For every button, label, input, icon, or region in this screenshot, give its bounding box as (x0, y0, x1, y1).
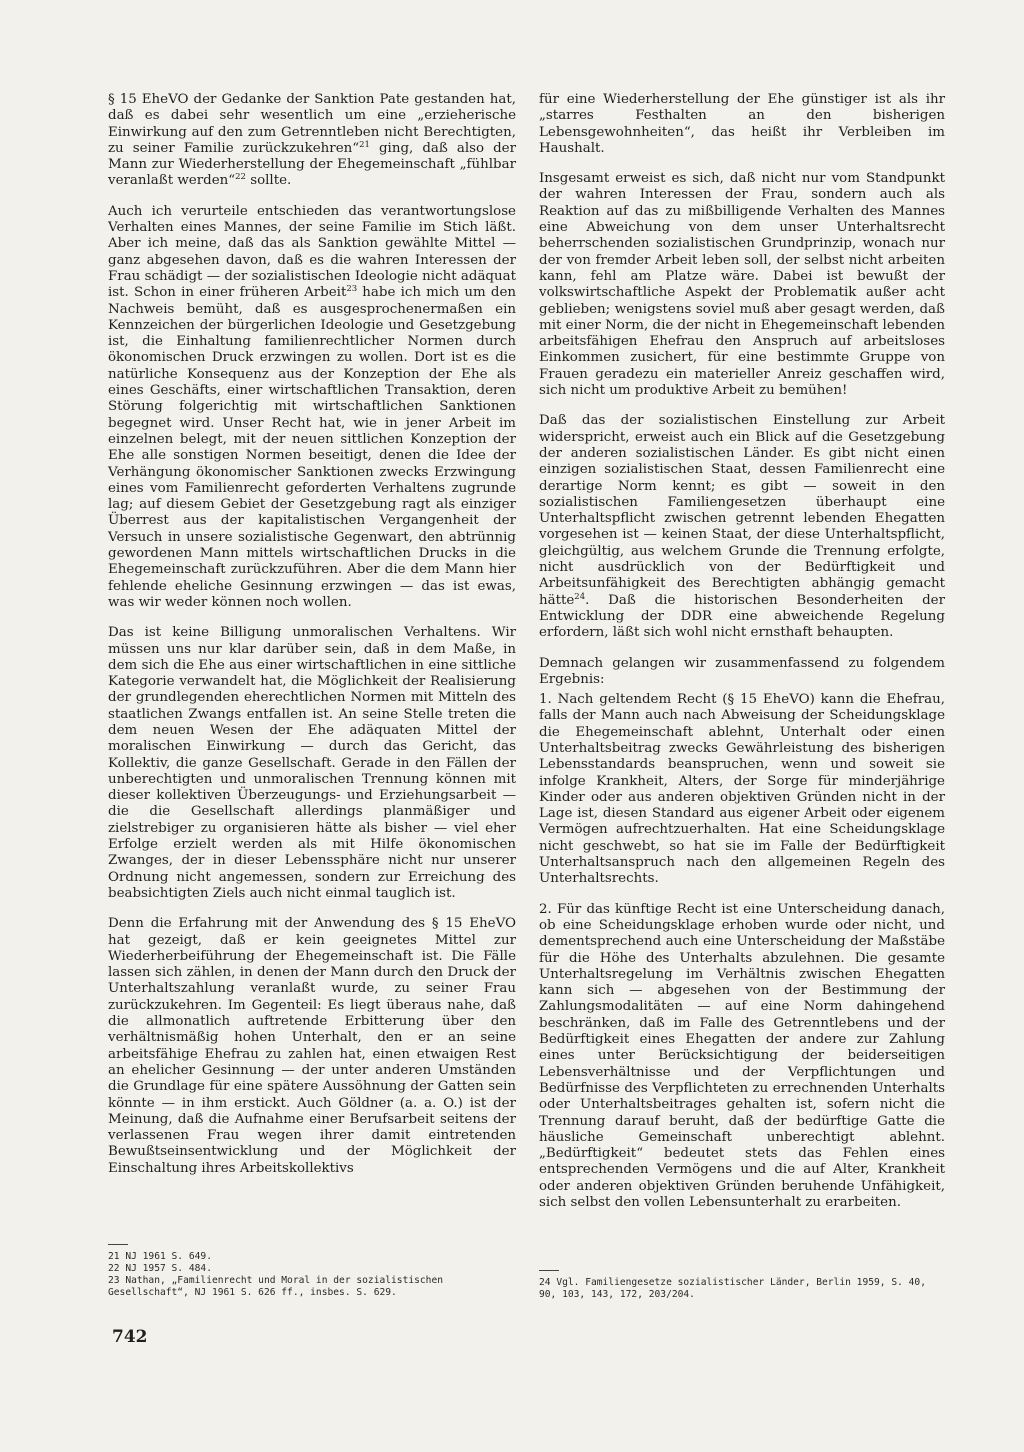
paragraph (539, 413, 945, 641)
paragraph: Denn die Erfahrung mit der Anwendung des § 15 EheVO hat gezeigt, daß er kein geeignetes Mittel zur Wiederherbeiführung der Ehegemeinschaft ist. Die Fälle lassen sich zählen, in denen der Mann durch den Druck der Unterhaltszahlung veranlaßt wurde, zu seiner Frau zurückzukehren. Im Gegenteil: Es liegt überaus nahe, daß die allmonatlich auftretende Erbitterung über den verhältnismäßig hohen Unterhalt, den er an seine arbeitsfähige Ehefrau zu zahlen hat, einen etwaigen Rest an ehelicher Gesinnung — der unter anderen Umständen die Grundlage für eine spätere Aussöhnung der Gatten sein könnte — in ihm erstickt. Auch Göldner (a. a. O.) ist der Meinung, daß die Aufnahme einer Berufsarbeit seitens der verlassenen Frau wegen ihrer damit eintretenden Bewußtseinsentwicklung und der Möglichkeit der Einschaltung ihres Arbeitskollektivs (108, 916, 516, 1176)
footnote: 21 NJ 1961 S. 649. (108, 1251, 212, 1262)
text: sollte. (245, 173, 292, 189)
page-number: 742 (112, 1327, 148, 1347)
footnotes-left (108, 1244, 516, 1299)
text: habe ich mich um den Nachweis bemüht, daß es ausgesprochenermaßen ein Kennzeichen der bürgerlichen Ideologie und Gesetzgebung ist, die Einhaltung familienrechtlicher Normen durch ökonomischen Druck erzwingen zu wollen. Dort ist es die natürliche Konsequenz aus der Konzeption der Ehe als eines Geschäfts, einer wirtschaftlichen Transaktion, deren Störung folgerichtig mit wirtschaftlichen Sanktionen begegnet wird. Unser Recht hat, wie in jener Arbeit im einzelnen belegt, mit der neuen sittlichen Konzeption der Ehe alle sonstigen Normen beseitigt, denen die Idee der Verhängung ökonomischer Sanktionen zwecks Erzwingung eines vom Familienrecht geforderten Verhaltens zugrunde lag; auf diesem Gebiet der Gesetzgebung ragt als einziger Überrest aus der kapitalistischen Vergangenheit der Versuch in unsere sozialistische Gegenwart, den abtrünnig gewordenen Mann mittels wirtschaftlichen Drucks in die Ehegemeinschaft zurückzuführen. Aber die dem Mann hier fehlende eheliche Gesinnung erzwingen — das ist ewas, was wir weder können noch wollen. (108, 285, 516, 610)
footnote-ref: 24 (574, 591, 586, 602)
footnote-ref: 21 (359, 139, 370, 150)
text: § 15 EheVO der Gedanke der Sanktion Pate gestanden hat, daß es dabei sehr wesentlich um eine „erzieherische Einwirkung auf den zum Getrenntleben nicht Berechtigten, zu seiner Familie zurückzukehren“ (108, 92, 516, 156)
paragraph: Insgesamt erweist es sich, daß nicht nur vom Standpunkt der wahren Interessen der Frau, sondern auch als Reaktion auf das zu mißbilligende Verhalten des Mannes eine Abweichung von dem unser Unterhaltsrecht beherrschenden sozialistischen Grundprinzip, wonach nur der von fremder Arbeit leben soll, der selbst nicht arbeiten kann, fehl am Platze wäre. Dabei ist bewußt der volkswirtschaftliche Aspekt der Problematik außer acht geblieben; wenigstens soviel muß aber gesagt werden, daß mit einer Norm, die der nicht in Ehegemeinschaft lebenden arbeitsfähigen Ehefrau den Anspruch auf arbeitsloses Einkommen zusichert, für eine bestimmte Gruppe von Frauen geradezu ein materieller Anreiz geschaffen wird, sich nicht um produktive Arbeit zu bemühen! (539, 171, 945, 399)
footnote-ref: 22 (235, 172, 246, 183)
footnote-ref: 23 (346, 284, 358, 295)
text: Daß das der sozialistischen Einstellung zur Arbeit widerspricht, erweist auch ein Blick auf die Gesetzgebung der anderen sozialistischen Länder. Es gibt nicht einen einzigen sozialistischen Staat, dessen Familienrecht eine derartige Norm kennt; es gibt — soweit in den sozialistischen Familiengesetzen überhaupt eine Unterhaltspflicht zwischen getrennt lebenden Ehegatten vorgesehen ist — keinen Staat, der diese Unterhaltspflicht, gleichgültig, aus welchem Grunde die Trennung erfolgte, nicht ausdrücklich von der Bedürftigkeit und Arbeitsunfähigkeit des Berechtigten abhängig gemacht hätte (539, 413, 945, 608)
text: . Daß die historischen Besonderheiten der Entwicklung der DDR eine abweichende Regelung erfordern, läßt sich wohl nicht ernsthaft behaupten. (539, 592, 945, 641)
paragraph: Demnach gelangen wir zusammenfassend zu folgendem Ergebnis: (539, 655, 945, 687)
footnote: 22 NJ 1957 S. 484. (108, 1263, 212, 1274)
paragraph: Das ist keine Billigung unmoralischen Verhaltens. Wir müssen uns nur klar darüber sein, daß in dem Maße, in dem sich die Ehe aus einer wirtschaftlichen in eine sittliche Kategorie verwandelt hat, die Möglichkeit der Realisierung der grundlegenden eherechtlichen Normen mit Mitteln des staatlichen Zwangs entfallen ist. An seine Stelle treten die dem neuen Wesen der Ehe adäquaten Mittel der moralischen Einwirkung — durch das Gericht, das Kollektiv, die ganze Gesellschaft. Gerade in den Fällen der unberechtigten und unmoralischen Trennung können mit dieser kollektiven Überzeugungs- und Erziehungsarbeit — die die Gesellschaft allerdings planmäßiger und zielstrebiger zu organisieren hätte als bisher — viel eher Erfolge erzielt werden als mit Hilfe ökonomischen Zwanges, der in dieser Lebenssphäre nicht nur unserer Ordnung nicht angemessen, sondern zur Erreichung des beabsichtigten Ziels auch nicht einmal tauglich ist. (108, 625, 516, 901)
paragraph: 2. Für das künftige Recht ist eine Unterscheidung danach, ob eine Scheidungsklage erhoben wurde oder nicht, und dementsprechend auch eine Unterscheidung der Maßstäbe für die Höhe des Unterhalts abzulehnen. Die gesamte Unterhaltsregelung im Verhältnis zwischen Ehegatten kann sich — abgesehen von der Bestimmung der Zahlungsmodalitäten — auf eine Norm dahingehend beschränken, daß im Falle des Getrenntlebens und der Bedürftigkeit eines Ehegatten der andere zur Zahlung eines unter Berücksichtigung der beiderseitigen Lebensverhältnisse und der Verpflichtungen und Bedürfnisse des Verpflichteten zu errechnenden Unterhalts oder Unterhaltsbeitrages gehalten ist, sofern nicht die Trennung darauf beruht, daß der bedürftige Gatte die häusliche Gemeinschaft unberechtigt ablehnt. „Bedürftigkeit“ bedeutet stets das Fehlen eines entsprechenden Vermögens und die auf Alter, Krankheit oder anderen objektiven Gründen beruhende Unfähigkeit, sich selbst den vollen Lebensunterhalt zu erarbeiten. (539, 901, 945, 1210)
footnotes-right (539, 1270, 945, 1301)
footnote-rule (108, 1244, 128, 1245)
footnote-rule (539, 1270, 559, 1271)
footnote: 23 Nathan, „Familienrecht und Moral in der sozialistischen Gesellschaft“, NJ 1961 S. 626 ff., insbes. S. 629. (108, 1275, 444, 1298)
paragraph (108, 92, 516, 190)
left-column (108, 92, 516, 1191)
paragraph (108, 204, 516, 611)
paragraph: für eine Wiederherstellung der Ehe günstiger ist als ihr „starres Festhalten an den bisherigen Lebensgewohnheiten“, das heißt ihr Verbleiben im Haushalt. (539, 92, 945, 156)
text: ging, daß also der Mann zur Wiederherstellung der Ehegemeinschaft „fühlbar veranlaßt werden“ (108, 140, 516, 189)
right-column (539, 92, 945, 1225)
paragraph: 1. Nach geltendem Recht (§ 15 EheVO) kann die Ehefrau, falls der Mann auch nach Abweisung der Scheidungsklage die Ehegemeinschaft ablehnt, Unterhalt oder einen Unterhaltsbeitrag zwecks Gewährleistung des bisherigen Lebensstandards beanspruchen, wenn und soweit sie infolge Krankheit, Alters, der Sorge für minderjährige Kinder oder aus anderen objektiven Gründen nicht in der Lage ist, diesen Standard aus eigener Arbeit oder eigenem Vermögen aufrechtzuerhalten. Hat eine Scheidungsklage nicht geschwebt, so hat sie im Falle der Bedürftigkeit Unterhaltsanspruch nach den allgemeinen Regeln des Unterhaltsrechts. (539, 692, 945, 887)
footnote: 24 Vgl. Familiengesetze sozialistischer Länder, Berlin 1959, S. 40, 90, 103, 143, 172, 203/204. (539, 1277, 926, 1300)
text: Auch ich verurteile entschieden das verantwortungslose Verhalten eines Mannes, der seine Familie im Stich läßt. Aber ich meine, daß das als Sanktion gewählte Mittel — ganz abgesehen davon, daß es die wahren Interessen der Frau schädigt — der sozialistischen Ideologie nicht adäquat ist. Schon in einer früheren Arbeit (108, 203, 516, 301)
